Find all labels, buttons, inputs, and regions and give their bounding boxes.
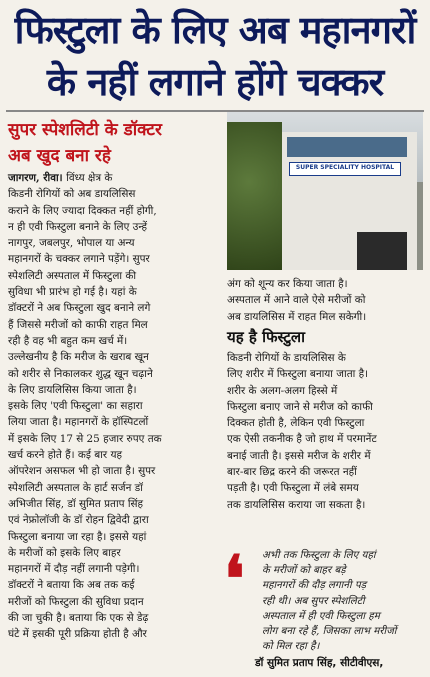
body-line: खर्च करने होते हैं। कई बार यह [8,449,122,462]
body-line: उल्लेखनीय है कि मरीज के खराब खून [8,351,149,364]
body-line: सुविधा भी प्रारंभ हो गई है। यहां के [8,286,137,299]
body-line: ऑपरेशन असफल भी हो जाता है। सुपर [8,465,156,478]
quote-line: के मरीजों को बाहर बड़े [262,565,346,577]
quote-line: महानगरों की दौड़ लगानी पड़ [262,580,367,592]
body-line: स्पेशलिटी अस्पताल में फिस्टुला की [8,269,137,282]
subheadline [8,117,218,169]
body-line: फिस्टुला बनाया जा रहा है। इससे यहां [8,530,147,543]
body-line: एवं नेफ्रोलॉजी के डॉ रोहन द्विवेदी द्वारा [8,514,149,527]
body-line-text: विंध्य क्षेत्र के [66,172,113,184]
subheadline-line-2: अब खुद बना रहे [8,146,111,166]
body-line: घंटे में इसकी पूरी प्रक्रिया होती है और [8,628,147,641]
section-body [227,350,423,513]
body-line: डॉक्टरों ने अब फिस्टुला खुद बनाने लगे [8,302,151,315]
body-line: फिस्टुला बनाए जाने से मरीज को काफी [227,400,373,413]
body-line: न ही एवी फिस्टुला बनाने के लिए उन्हें [8,220,147,233]
body-line [8,170,216,186]
right-column-top-body [227,276,423,325]
photo-building [277,132,417,270]
body-line: किडनी रोगियों के डायलिसिस के [227,352,346,364]
body-line: लिए शरीर में फिस्टुला बनाया जाता है। [227,368,369,381]
body-line: की जा चुकी है। बताया कि एक से डेढ़ [8,612,149,625]
body-line: हैं जिससे मरीजों को काफी राहत मिल [8,318,148,331]
headline-line-2: के नहीं लगाने होंगे चक्कर [46,60,384,104]
body-line: अस्पताल में आने वाले ऐसे मरीजों को [227,294,366,307]
photo-entrance [357,232,407,270]
section-heading: यह है फिस्टुला [227,328,305,346]
body-line: दिक्कत होती है, लेकिन एवी फिस्टुला [227,417,365,430]
quote-line: अस्पताल में ही एवी फिस्टुला हम [262,610,380,622]
body-line: स्पेशलिटी अस्पताल के हार्ट सर्जन डॉ [8,481,143,494]
quote-line: रही थी। अब सुपर स्पेशलिटी [262,595,365,607]
quote-mark-icon: ❛ [224,542,245,617]
body-line: अंग को शून्य कर किया जाता है। [227,278,348,290]
hospital-photo [227,112,423,270]
body-line: शरीर के अलग-अलग हिस्से में [227,384,338,397]
body-line: इसके लिए 'एवी फिस्टुला' का सहारा [8,400,143,413]
body-line: कराने के लिए ज्यादा दिक्कत नहीं होगी, [8,204,157,217]
dateline: जागरण, रीवा। [8,172,67,184]
body-line: के लिए डायलिसिस किया जाता है। [8,383,137,396]
body-line: किडनी रोगियों को अब डायलिसिस [8,188,136,201]
body-line: बार-बार छिद्र करने की जरूरत नहीं [227,466,357,479]
photo-sign-text: SUPER SPECIALITY HOSPITAL [295,164,395,171]
body-line: नागपुर, जबलपुर, भोपाल या अन्य [8,237,135,250]
body-line: अब डायलिसिस में राहत मिल सकेगी। [227,310,367,323]
quote-line: को मिल रहा है। [262,641,320,653]
body-line: महानगरों के चक्कर लगाने पड़ेंगे। सुपर [8,253,150,266]
headline-line-1: फिस्टुला के लिए अब महानगरों [14,8,416,52]
body-line: के मरीजों को इसके लिए बाहर [8,546,121,559]
body-line: एक ऐसी तकनीक है जो हाथ में परमानेंट [227,433,377,446]
quote-line: अभी तक फिस्टुला के लिए यहां [262,550,376,561]
body-line: अभिजीत सिंह, डॉ सुमित प्रताप सिंह [8,497,144,510]
body-line: रही है वह भी बहुत कम खर्च में। [8,334,128,347]
body-line: महानगरों में दौड़ नहीं लगानी पड़ेगी। [8,563,140,576]
subheadline-line-1: सुपर स्पेशलिटी के डॉक्टर [8,120,162,140]
left-column-body [8,170,216,643]
body-line: डॉक्टरों ने बताया कि अब तक कई [8,579,135,592]
body-line: लिया जाता है। महानगरों के हॉस्पिटलों [8,416,149,429]
body-line: में इसके लिए 17 से 25 हजार रुपए तक [8,432,162,445]
pull-quote [262,548,422,654]
headline [6,4,424,108]
body-line: मरीजों को फिस्टुला की सुविधा प्रदान [8,595,144,608]
body-line: को शरीर से निकालकर शुद्ध खून चढ़ाने [8,367,153,380]
photo-tree [227,122,282,270]
body-line: बनाई जाती है। इससे मरीज के शरीर में [227,449,371,462]
photo-hospital-sign [289,162,401,176]
quote-attribution: डॉ सुमित प्रताप सिंह, सीटीवीएस, [255,657,384,669]
body-line: तक डायलिसिस कराया जा सकता है। [227,498,366,511]
quote-line: लोग बना रहे हैं, जिसका लाभ मरीजों [262,626,397,638]
photo-windows [287,137,407,157]
body-line: पड़ती है। एवी फिस्टुला में लंबे समय [227,482,359,495]
